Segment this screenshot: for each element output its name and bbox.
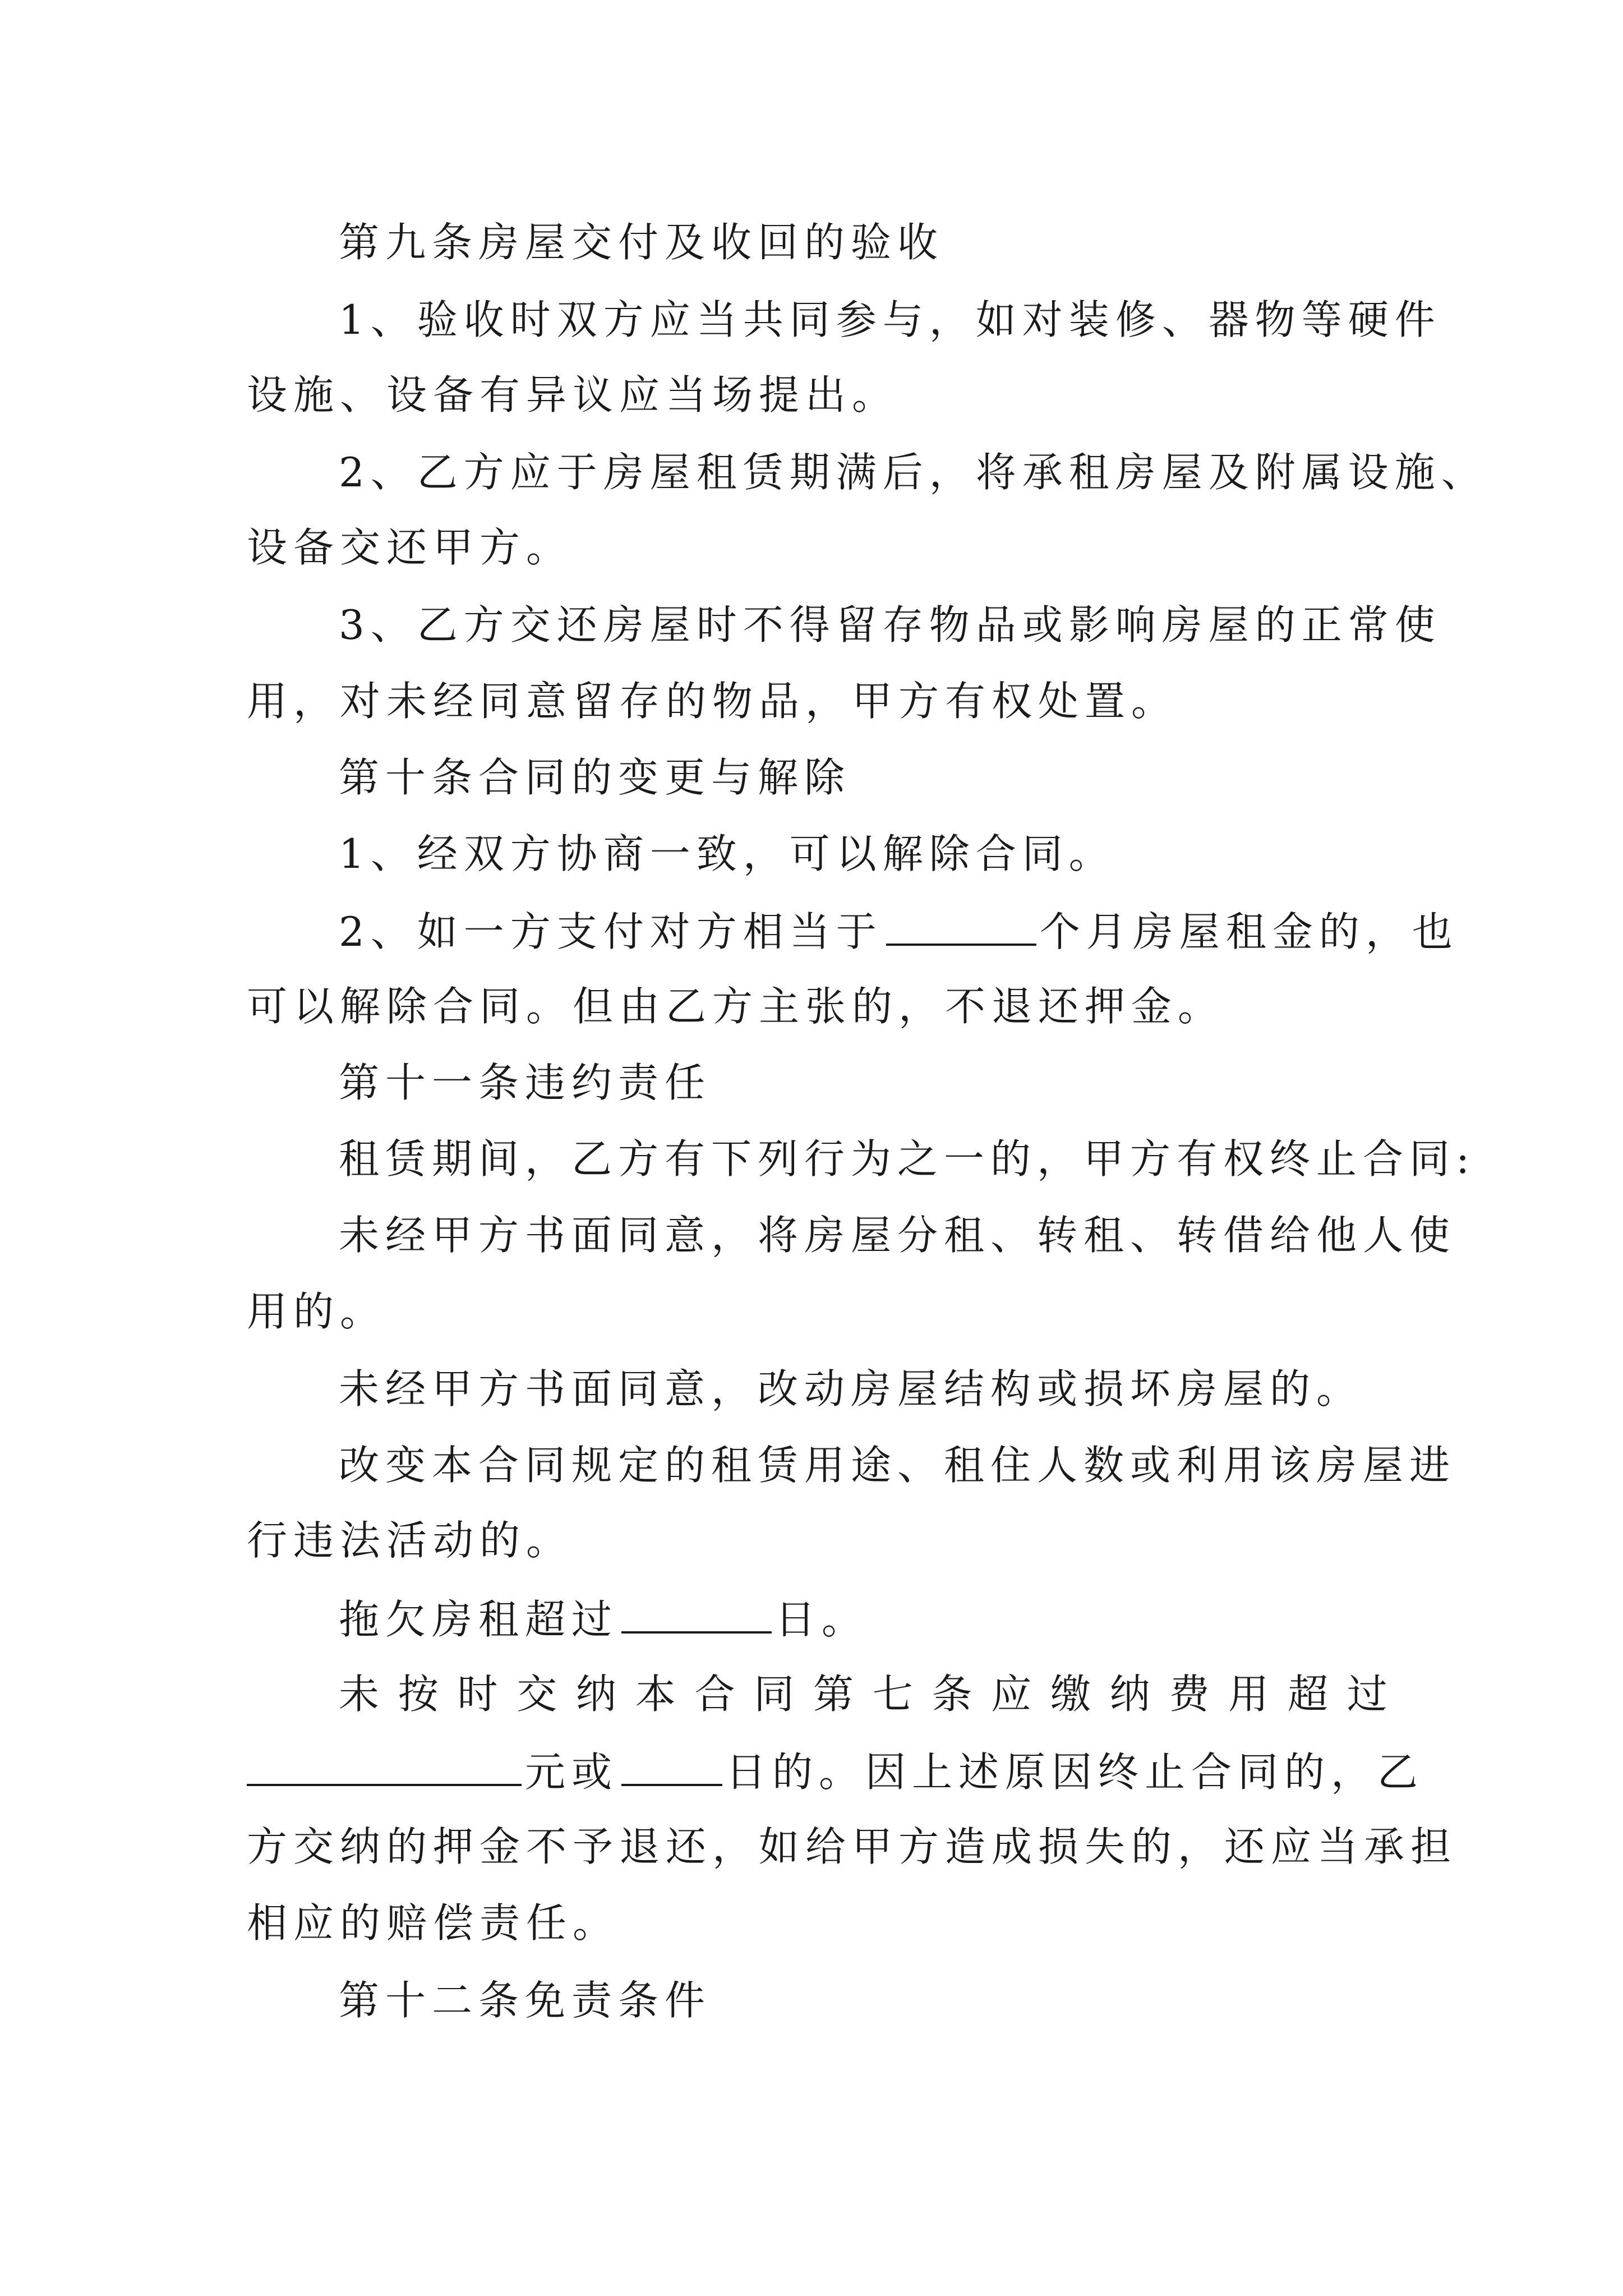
article-9-clause-3-line-2: 用，对未经同意留存的物品，甲方有权处置。	[247, 678, 1178, 725]
article-11-item-5-line-1-char: 超	[1288, 1671, 1329, 1718]
article-11-item-5-line-1-char: 交	[517, 1671, 557, 1718]
article-12-title: 第十二条免责条件	[339, 1977, 712, 2024]
article-11-item-5-line-1-char: 同	[754, 1671, 795, 1718]
article-9-clause-2-line-1: 2、乙方应于房屋租赁期满后，将承租房屋及附属设施、	[339, 449, 1488, 496]
article-11-item-5-line-1-char: 第	[813, 1671, 854, 1718]
article-9-clause-2-line-2: 设备交还甲方。	[247, 524, 573, 571]
article-11-item-4	[339, 1596, 869, 1643]
article-11-item-5-line-2	[247, 1749, 1424, 1796]
article-10-clause-2-text-after: 个月房屋租金的，也	[1039, 908, 1459, 955]
article-11-title: 第十一条违约责任	[339, 1059, 712, 1106]
article-9-clause-3-line-1: 3、乙方交还房屋时不得留存物品或影响房屋的正常使	[339, 601, 1441, 648]
article-11-item-5-line-1-char: 纳	[576, 1671, 617, 1718]
article-11-item-2: 未经甲方书面同意，改动房屋结构或损坏房屋的。	[339, 1365, 1363, 1412]
article-9-clause-1-line-1: 1、验收时双方应当共同参与，如对装修、器物等硬件	[339, 296, 1441, 343]
article-11-item-5-line-1-char: 按	[398, 1671, 439, 1718]
article-11-item-1-line-1: 未经甲方书面同意，将房屋分租、转租、转借给他人使	[339, 1212, 1456, 1259]
article-10-clause-2-text-before: 2、如一方支付对方相当于	[339, 908, 883, 955]
article-11-item-5-line-1-char: 时	[457, 1671, 498, 1718]
article-11-item-5-line-1-char: 条	[932, 1671, 972, 1718]
article-11-intro: 租赁期间，乙方有下列行为之一的，甲方有权终止合同:	[339, 1135, 1476, 1182]
article-11-item-5-line-1-char: 用	[1228, 1671, 1269, 1718]
article-11-item-5-line-1-char: 缴	[1050, 1671, 1091, 1718]
article-9-title: 第九条房屋交付及收回的验收	[339, 219, 944, 266]
article-10-clause-2-line-1	[339, 908, 1459, 955]
article-11-item-5-text-mid: 元或	[525, 1749, 619, 1796]
article-11-item-5-line-1-char: 未	[339, 1671, 380, 1718]
article-10-clause-1: 1、经双方协商一致，可以解除合同。	[339, 830, 1115, 877]
article-11-item-5-line-1-char: 七	[872, 1671, 913, 1718]
fill-in-blank-days[interactable]	[621, 1750, 722, 1786]
article-11-item-5-line-1-char: 过	[1347, 1671, 1387, 1718]
fill-in-blank-days-overdue[interactable]	[621, 1598, 772, 1634]
article-11-item-5-line-3: 方交纳的押金不予退还，如给甲方造成损失的，还应当承担	[247, 1823, 1458, 1870]
article-11-item-3-line-1: 改变本合同规定的租赁用途、租住人数或利用该房屋进	[339, 1442, 1456, 1489]
article-9-clause-1-line-2: 设施、设备有异议应当场提出。	[247, 371, 899, 418]
article-11-item-1-line-2: 用的。	[247, 1288, 387, 1335]
article-11-item-5-line-1-char: 费	[1169, 1671, 1210, 1718]
article-11-item-5-line-1-char: 合	[694, 1671, 735, 1718]
article-11-item-5-line-1-char: 本	[635, 1671, 676, 1718]
fill-in-blank-months[interactable]	[886, 910, 1036, 946]
article-11-item-5-line-1	[339, 1671, 1387, 1718]
article-11-item-5-line-1-char: 纳	[1109, 1671, 1150, 1718]
article-11-item-5-line-4: 相应的赔偿责任。	[247, 1899, 620, 1947]
article-11-item-3-line-2: 行违法活动的。	[247, 1517, 573, 1564]
article-11-item-4-text-before: 拖欠房租超过	[339, 1596, 619, 1643]
fill-in-blank-amount[interactable]	[247, 1750, 522, 1786]
article-10-title: 第十条合同的变更与解除	[339, 754, 851, 801]
article-11-item-4-text-after: 日。	[775, 1596, 869, 1643]
article-11-item-5-line-1-char: 应	[991, 1671, 1032, 1718]
article-11-item-5-text-after: 日的。因上述原因终止合同的，乙	[726, 1749, 1424, 1796]
article-10-clause-2-line-2: 可以解除合同。但由乙方主张的，不退还押金。	[247, 983, 1225, 1030]
